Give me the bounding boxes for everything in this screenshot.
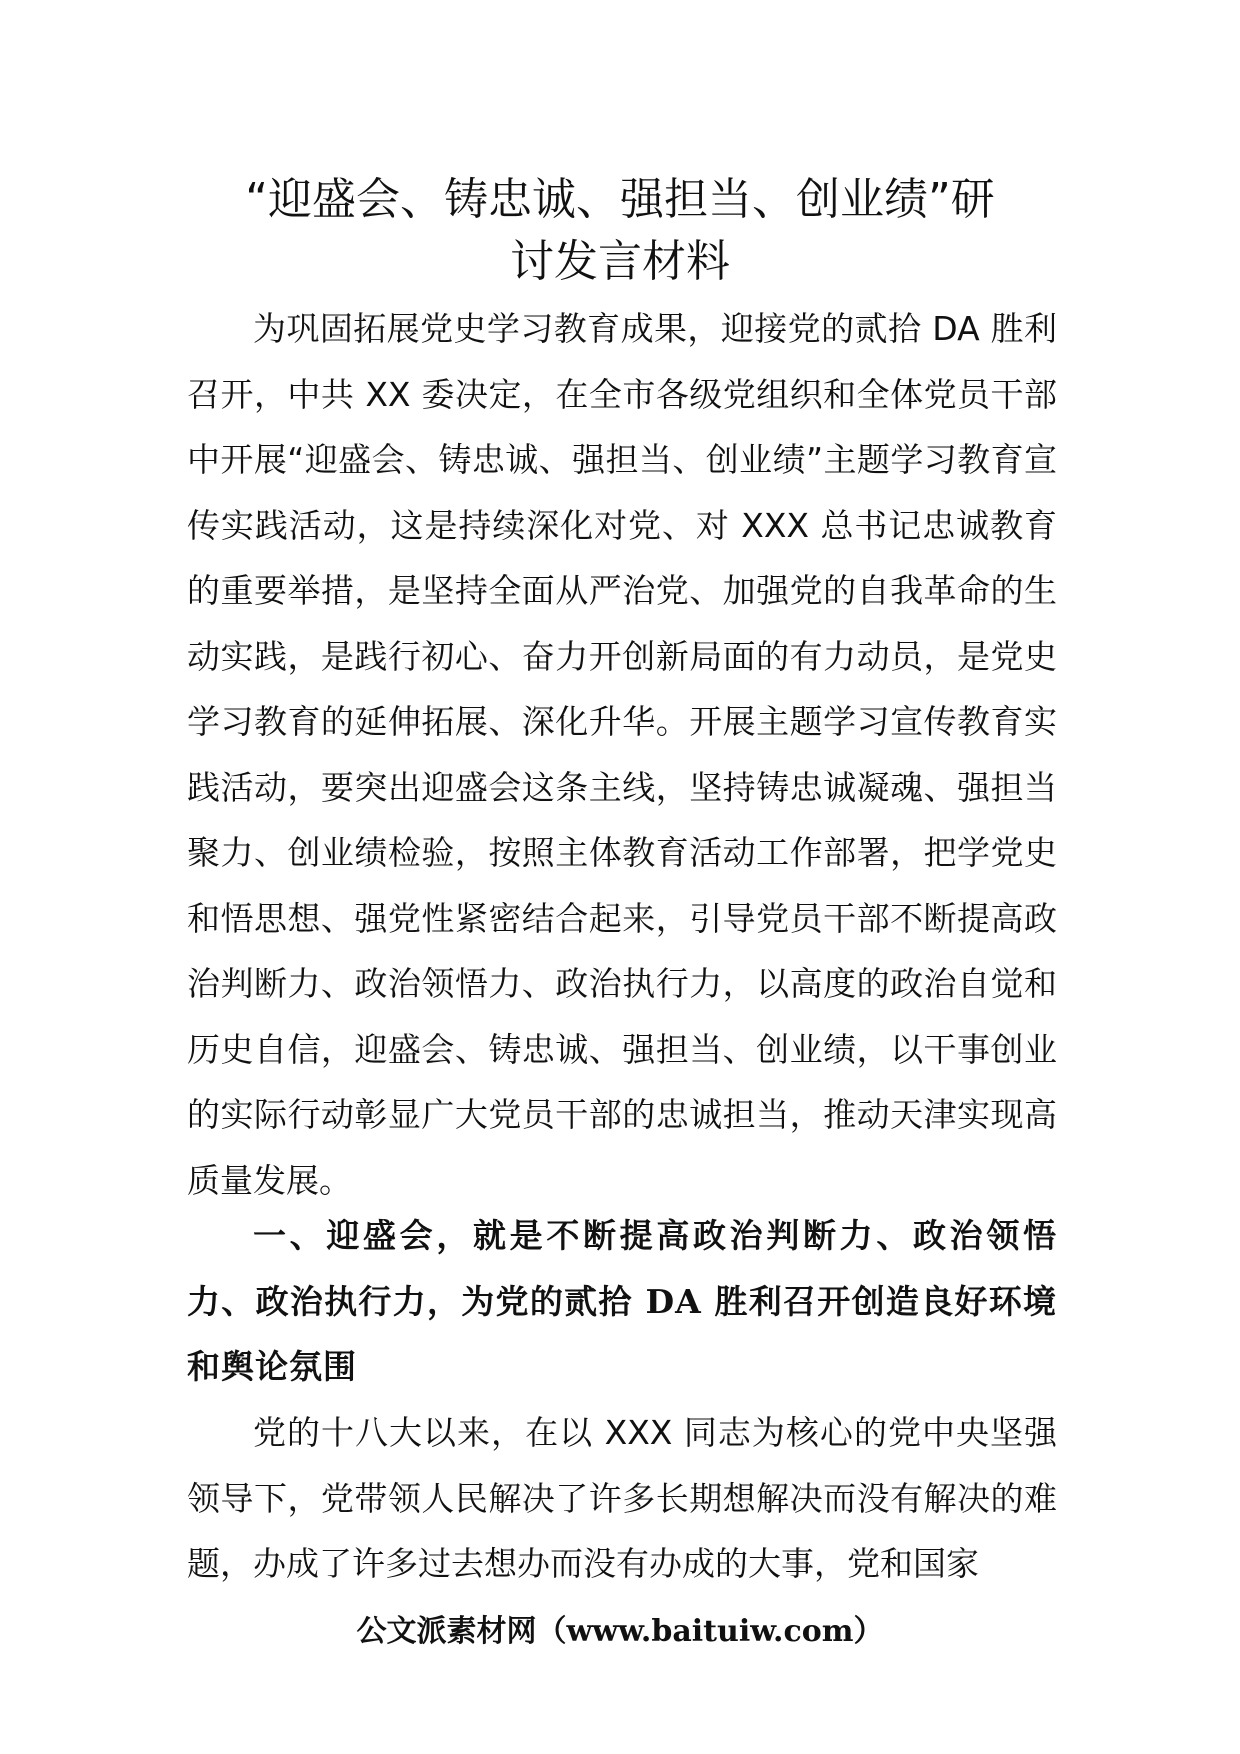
intro-paragraph: 为巩固拓展党史学习教育成果，迎接党的贰拾 DA 胜利召开，中共 XX 委决定，在全市各级党组织和全体党员干部中开展“迎盛会、铸忠诚、强担当、创业绩”主题学习教育宣传实践活动，这是持续深化对党、对 XXX 总书记忠诚教育的重要举措，是坚持全面从严治党、加强党的自我革命的生动实践，是践行初心、奋力开创新局面的有力动员，是党史学习教育的延伸拓展、深化升华。开展主题学习宣传教育实践活动，要突出迎盛会这条主线，坚持铸忠诚凝魂、强担当聚力、创业绩检验，按照主体教育活动工作部署，把学党史和悟思想、强党性紧密结合起来，引导党员干部不断提高政治判断力、政治领悟力、政治执行力，以高度的政治自觉和历史自信，迎盛会、铸忠诚、强担当、创业绩，以干事创业的实际行动彰显广大党员干部的忠诚担当，推动天津实现高质量发展。: [187, 309, 1057, 1200]
document-title-line-1: “迎盛会、铸忠诚、强担当、创业绩”研: [245, 174, 995, 225]
section-heading-1: 一、迎盛会，就是不断提高政治判断力、政治领悟力、政治执行力，为党的贰拾 DA 胜利召开创造良好环境和舆论氛围: [187, 1216, 1057, 1386]
footer-watermark: 公文派素材网（www.baituiw.com）: [356, 1614, 884, 1649]
document-title-line-2: 讨发言材料: [510, 236, 730, 287]
section-1-paragraph: 党的十八大以来，在以 XXX 同志为核心的党中央坚强领导下，党带领人民解决了许多长期想解决而没有解决的难题，办成了许多过去想办而没有办成的大事，党和国家: [187, 1413, 1057, 1583]
